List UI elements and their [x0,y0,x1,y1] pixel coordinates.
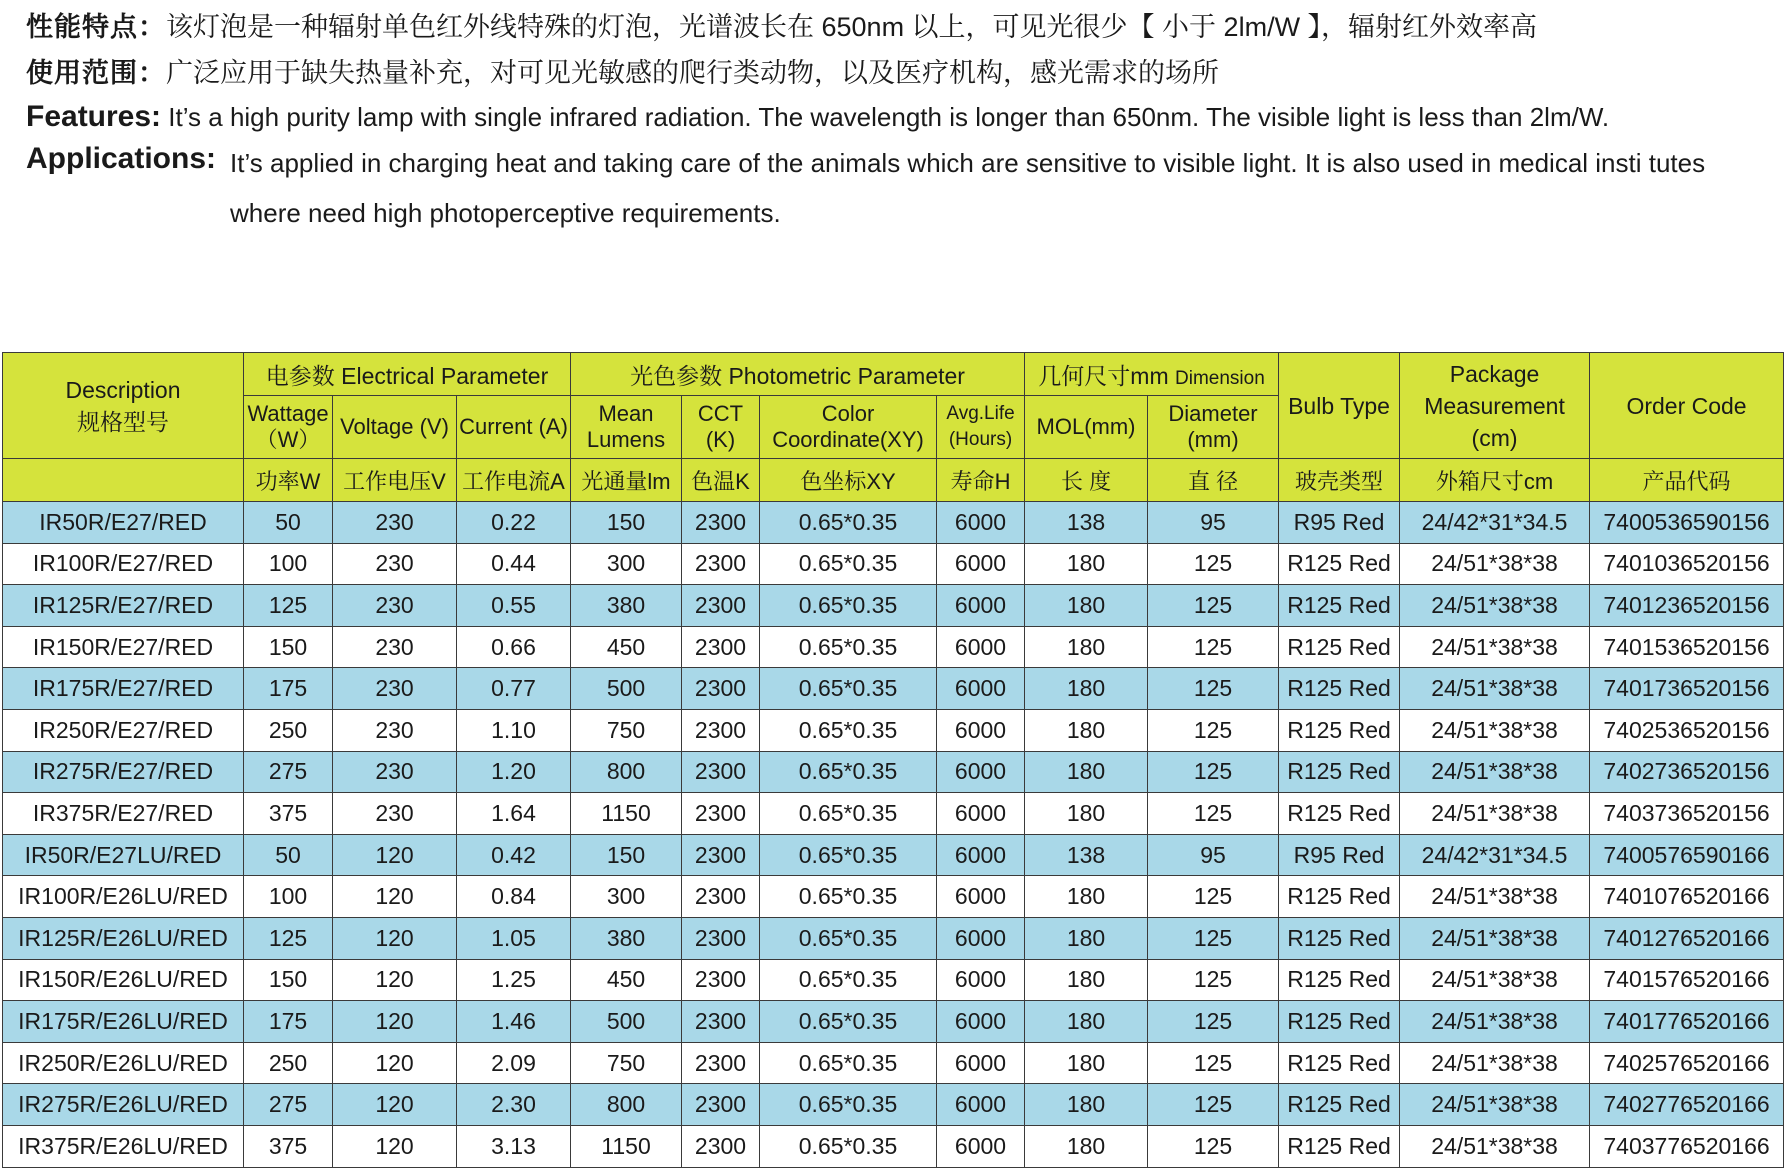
cell-description: IR150R/E26LU/RED [3,959,244,1001]
table-row [3,793,1784,835]
header-bulb-type: Bulb Type [1279,353,1400,459]
cell-mol: 180 [1025,668,1148,710]
cell-voltage: 120 [333,917,457,959]
cell-color-coordinate: 0.65*0.35 [760,1042,937,1084]
cell-bulb-type: R125 Red [1279,1125,1400,1167]
table-row [3,917,1784,959]
cell-wattage: 175 [244,1001,333,1043]
cell-package: 24/51*38*38 [1400,1084,1590,1126]
cell-current: 0.66 [457,626,571,668]
cell-order-code: 7401036520156 [1590,543,1784,585]
cell-current: 1.05 [457,917,571,959]
header-current-cn: 工作电流A [457,459,571,502]
cell-order-code: 7401776520166 [1590,1001,1784,1043]
cell-bulb-type: R125 Red [1279,917,1400,959]
cell-cct: 2300 [682,626,760,668]
header-order-code-cn: 产品代码 [1590,459,1784,502]
cell-description: IR275R/E27/RED [3,751,244,793]
cell-voltage: 120 [333,959,457,1001]
cell-mol: 138 [1025,834,1148,876]
cell-color-coordinate: 0.65*0.35 [760,502,937,544]
cell-wattage: 250 [244,1042,333,1084]
table-row [3,668,1784,710]
cell-avg-life: 6000 [937,709,1025,751]
cell-package: 24/42*31*34.5 [1400,502,1590,544]
cell-mean-lumens: 800 [571,751,682,793]
cell-color-coordinate: 0.65*0.35 [760,1001,937,1043]
cell-cct: 2300 [682,585,760,627]
intro-section [26,4,1766,238]
cell-order-code: 7401276520166 [1590,917,1784,959]
cell-mean-lumens: 380 [571,917,682,959]
cn-features-line [26,4,1766,50]
cell-bulb-type: R95 Red [1279,502,1400,544]
cn-usage-label: 使用范围： [26,58,166,88]
table-row [3,834,1784,876]
cell-mol: 180 [1025,543,1148,585]
cell-voltage: 120 [333,1001,457,1043]
cell-package: 24/42*31*34.5 [1400,834,1590,876]
cell-mean-lumens: 800 [571,1084,682,1126]
cell-diameter: 95 [1148,834,1279,876]
cell-diameter: 125 [1148,1084,1279,1126]
cell-package: 24/51*38*38 [1400,543,1590,585]
cell-package: 24/51*38*38 [1400,709,1590,751]
cell-diameter: 125 [1148,959,1279,1001]
cell-cct: 2300 [682,502,760,544]
cell-color-coordinate: 0.65*0.35 [760,1125,937,1167]
table-row [3,543,1784,585]
cell-bulb-type: R125 Red [1279,751,1400,793]
cell-voltage: 230 [333,793,457,835]
cell-avg-life: 6000 [937,793,1025,835]
header-electrical-group: 电参数 Electrical Parameter [244,353,571,396]
table-row [3,1125,1784,1167]
cell-package: 24/51*38*38 [1400,1001,1590,1043]
table-row [3,1001,1784,1043]
cell-order-code: 7403776520166 [1590,1125,1784,1167]
cell-order-code: 7401076520166 [1590,876,1784,918]
cell-current: 2.09 [457,1042,571,1084]
header-avg-life: Avg.Life (Hours) [937,396,1025,459]
cell-color-coordinate: 0.65*0.35 [760,917,937,959]
header-cct-cn: 色温K [682,459,760,502]
header-photometric-group: 光色参数 Photometric Parameter [571,353,1025,396]
header-mean-lumens: Mean Lumens [571,396,682,459]
table-row [3,585,1784,627]
cell-mol: 180 [1025,1084,1148,1126]
cell-color-coordinate: 0.65*0.35 [760,1084,937,1126]
cell-diameter: 125 [1148,1001,1279,1043]
spec-table [2,352,1784,1168]
cell-mean-lumens: 300 [571,876,682,918]
cell-package: 24/51*38*38 [1400,585,1590,627]
cell-voltage: 230 [333,668,457,710]
header-current: Current (A) [457,396,571,459]
cell-description: IR125R/E27/RED [3,585,244,627]
cell-package: 24/51*38*38 [1400,1042,1590,1084]
cell-wattage: 250 [244,709,333,751]
cell-voltage: 230 [333,626,457,668]
cell-color-coordinate: 0.65*0.35 [760,876,937,918]
header-description [3,353,244,459]
cell-mean-lumens: 450 [571,626,682,668]
cell-avg-life: 6000 [937,959,1025,1001]
header-voltage-cn: 工作电压V [333,459,457,502]
cell-package: 24/51*38*38 [1400,917,1590,959]
cell-order-code: 7400576590166 [1590,834,1784,876]
cell-cct: 2300 [682,1125,760,1167]
cell-mol: 180 [1025,751,1148,793]
cell-current: 1.10 [457,709,571,751]
cell-package: 24/51*38*38 [1400,876,1590,918]
cell-voltage: 230 [333,709,457,751]
cell-bulb-type: R125 Red [1279,626,1400,668]
cell-avg-life: 6000 [937,585,1025,627]
cell-wattage: 150 [244,626,333,668]
cell-bulb-type: R125 Red [1279,876,1400,918]
cell-diameter: 125 [1148,585,1279,627]
header-life-cn: 寿命H [937,459,1025,502]
cell-bulb-type: R125 Red [1279,959,1400,1001]
cell-diameter: 125 [1148,543,1279,585]
cell-bulb-type: R125 Red [1279,793,1400,835]
cell-order-code: 7400536590156 [1590,502,1784,544]
cell-avg-life: 6000 [937,1001,1025,1043]
cell-mol: 180 [1025,876,1148,918]
cell-diameter: 125 [1148,793,1279,835]
cell-current: 0.55 [457,585,571,627]
header-cct: CCT (K) [682,396,760,459]
cn-usage-line [26,50,1766,96]
header-dimension-cn: 几何尺寸mm [1038,362,1169,389]
cell-description: IR250R/E26LU/RED [3,1042,244,1084]
header-description-cn-spacer [3,459,244,502]
cell-color-coordinate: 0.65*0.35 [760,543,937,585]
cell-wattage: 375 [244,1125,333,1167]
cell-package: 24/51*38*38 [1400,626,1590,668]
cell-package: 24/51*38*38 [1400,1125,1590,1167]
cell-avg-life: 6000 [937,751,1025,793]
cell-diameter: 125 [1148,626,1279,668]
cell-mol: 138 [1025,502,1148,544]
cell-mean-lumens: 300 [571,543,682,585]
table-row [3,959,1784,1001]
cell-voltage: 120 [333,834,457,876]
cell-mol: 180 [1025,1001,1148,1043]
cell-package: 24/51*38*38 [1400,668,1590,710]
cell-current: 1.46 [457,1001,571,1043]
header-color-coordinate: Color Coordinate(XY) [760,396,937,459]
cell-bulb-type: R125 Red [1279,709,1400,751]
table-row [3,502,1784,544]
cell-diameter: 125 [1148,668,1279,710]
cell-mol: 180 [1025,1125,1148,1167]
cell-order-code: 7401576520166 [1590,959,1784,1001]
cell-order-code: 7401736520156 [1590,668,1784,710]
cell-current: 1.20 [457,751,571,793]
header-diameter-cn: 直 径 [1148,459,1279,502]
cell-cct: 2300 [682,1084,760,1126]
cell-description: IR375R/E26LU/RED [3,1125,244,1167]
cell-mean-lumens: 450 [571,959,682,1001]
cell-description: IR50R/E27LU/RED [3,834,244,876]
cell-current: 1.64 [457,793,571,835]
cell-mean-lumens: 500 [571,1001,682,1043]
cell-voltage: 120 [333,1084,457,1126]
cell-current: 3.13 [457,1125,571,1167]
en-applications-line [26,138,1766,238]
cell-description: IR125R/E26LU/RED [3,917,244,959]
spec-table-wrapper [2,352,1783,1168]
cell-cct: 2300 [682,668,760,710]
cell-avg-life: 6000 [937,502,1025,544]
cell-package: 24/51*38*38 [1400,959,1590,1001]
cell-bulb-type: R125 Red [1279,1001,1400,1043]
header-wattage: Wattage （W） [244,396,333,459]
cell-cct: 2300 [682,543,760,585]
cell-current: 0.44 [457,543,571,585]
cell-description: IR175R/E27/RED [3,668,244,710]
cell-current: 1.25 [457,959,571,1001]
cell-diameter: 125 [1148,1042,1279,1084]
en-features-line [26,96,1766,138]
cell-current: 0.84 [457,876,571,918]
header-dimension-group [1025,353,1279,396]
en-applications-text: It’s applied in charging heat and taking care of the animals which are sensitive to visible light. It is also used in medical insti tutes where need high photoperceptive requirements. [230,148,1706,228]
table-body [3,502,1784,1168]
cell-mean-lumens: 750 [571,709,682,751]
cell-avg-life: 6000 [937,834,1025,876]
cell-order-code: 7402776520166 [1590,1084,1784,1126]
table-row [3,1084,1784,1126]
cell-order-code: 7402576520166 [1590,1042,1784,1084]
cell-color-coordinate: 0.65*0.35 [760,709,937,751]
cell-avg-life: 6000 [937,543,1025,585]
cell-bulb-type: R125 Red [1279,1042,1400,1084]
table-row [3,1042,1784,1084]
header-voltage: Voltage (V) [333,396,457,459]
header-mol-cn: 长 度 [1025,459,1148,502]
cell-wattage: 100 [244,543,333,585]
cell-wattage: 125 [244,917,333,959]
cell-voltage: 230 [333,502,457,544]
cell-mean-lumens: 150 [571,502,682,544]
table-row [3,876,1784,918]
cell-color-coordinate: 0.65*0.35 [760,751,937,793]
en-features-text: It’s a high purity lamp with single infrared radiation. The wavelength is longer than 650nm. The visible light is less than 2lm/W. [168,102,1610,132]
cell-current: 0.22 [457,502,571,544]
cell-cct: 2300 [682,917,760,959]
cell-mean-lumens: 750 [571,1042,682,1084]
cell-cct: 2300 [682,959,760,1001]
cell-bulb-type: R125 Red [1279,585,1400,627]
cell-cct: 2300 [682,1001,760,1043]
table-row [3,626,1784,668]
header-dimension-en: Dimension [1175,367,1265,389]
cell-color-coordinate: 0.65*0.35 [760,793,937,835]
cell-package: 24/51*38*38 [1400,793,1590,835]
cell-mean-lumens: 150 [571,834,682,876]
cell-diameter: 95 [1148,502,1279,544]
cell-mean-lumens: 380 [571,585,682,627]
en-features-label: Features: [26,100,162,133]
cn-usage-text: 广泛应用于缺失热量补充，对可见光敏感的爬行类动物，以及医疗机构，感光需求的场所 [166,58,1219,88]
cell-avg-life: 6000 [937,1084,1025,1126]
cell-diameter: 125 [1148,1125,1279,1167]
cell-diameter: 125 [1148,876,1279,918]
cell-wattage: 150 [244,959,333,1001]
cell-description: IR375R/E27/RED [3,793,244,835]
cell-mol: 180 [1025,709,1148,751]
header-color-coordinate-cn: 色坐标XY [760,459,937,502]
cell-voltage: 120 [333,1125,457,1167]
cell-description: IR100R/E26LU/RED [3,876,244,918]
cell-mean-lumens: 1150 [571,1125,682,1167]
cell-voltage: 120 [333,876,457,918]
cell-mol: 180 [1025,917,1148,959]
cell-description: IR150R/E27/RED [3,626,244,668]
cell-wattage: 50 [244,502,333,544]
header-bulb-type-cn: 玻壳类型 [1279,459,1400,502]
cell-wattage: 375 [244,793,333,835]
cell-order-code: 7402536520156 [1590,709,1784,751]
table-row [3,751,1784,793]
cell-description: IR100R/E27/RED [3,543,244,585]
cn-features-label: 性能特点： [26,12,166,42]
table-header [3,353,1784,502]
header-description-cn: 规格型号 [77,408,169,435]
cell-mean-lumens: 1150 [571,793,682,835]
cell-mol: 180 [1025,585,1148,627]
table-row [3,709,1784,751]
cell-description: IR250R/E27/RED [3,709,244,751]
cell-wattage: 50 [244,834,333,876]
cell-bulb-type: R125 Red [1279,668,1400,710]
cell-wattage: 175 [244,668,333,710]
cell-avg-life: 6000 [937,668,1025,710]
cell-mol: 180 [1025,626,1148,668]
cell-avg-life: 6000 [937,876,1025,918]
cell-color-coordinate: 0.65*0.35 [760,668,937,710]
cell-mol: 180 [1025,1042,1148,1084]
cell-bulb-type: R125 Red [1279,1084,1400,1126]
cell-cct: 2300 [682,793,760,835]
cell-cct: 2300 [682,709,760,751]
cell-mol: 180 [1025,959,1148,1001]
cell-diameter: 125 [1148,751,1279,793]
header-package: Package Measurement (cm) [1400,353,1590,459]
cell-voltage: 120 [333,1042,457,1084]
cn-features-text: 该灯泡是一种辐射单色红外线特殊的灯泡，光谱波长在 650nm 以上，可见光很少【 小于 2lm/W 】，辐射红外效率高 [166,12,1538,42]
header-lumens-cn: 光通量lm [571,459,682,502]
cell-diameter: 125 [1148,709,1279,751]
cell-order-code: 7403736520156 [1590,793,1784,835]
cell-avg-life: 6000 [937,1125,1025,1167]
en-applications-label: Applications: [26,142,217,175]
cell-wattage: 100 [244,876,333,918]
cell-description: IR175R/E26LU/RED [3,1001,244,1043]
cell-avg-life: 6000 [937,917,1025,959]
header-package-cn: 外箱尺寸cm [1400,459,1590,502]
cell-description: IR275R/E26LU/RED [3,1084,244,1126]
header-order-code: Order Code [1590,353,1784,459]
cell-description: IR50R/E27/RED [3,502,244,544]
cell-wattage: 275 [244,751,333,793]
cell-cct: 2300 [682,1042,760,1084]
cell-voltage: 230 [333,543,457,585]
cell-mean-lumens: 500 [571,668,682,710]
cell-package: 24/51*38*38 [1400,751,1590,793]
cell-current: 0.42 [457,834,571,876]
cell-wattage: 275 [244,1084,333,1126]
cell-voltage: 230 [333,585,457,627]
cell-wattage: 125 [244,585,333,627]
cell-avg-life: 6000 [937,1042,1025,1084]
cell-color-coordinate: 0.65*0.35 [760,585,937,627]
cell-avg-life: 6000 [937,626,1025,668]
cell-mol: 180 [1025,793,1148,835]
cell-color-coordinate: 0.65*0.35 [760,626,937,668]
cell-bulb-type: R95 Red [1279,834,1400,876]
cell-current: 2.30 [457,1084,571,1126]
cell-cct: 2300 [682,834,760,876]
header-diameter: Diameter (mm) [1148,396,1279,459]
cell-color-coordinate: 0.65*0.35 [760,959,937,1001]
cell-bulb-type: R125 Red [1279,543,1400,585]
cell-current: 0.77 [457,668,571,710]
cell-color-coordinate: 0.65*0.35 [760,834,937,876]
cell-order-code: 7402736520156 [1590,751,1784,793]
cell-cct: 2300 [682,751,760,793]
cell-diameter: 125 [1148,917,1279,959]
cell-voltage: 230 [333,751,457,793]
cell-order-code: 7401236520156 [1590,585,1784,627]
cell-cct: 2300 [682,876,760,918]
header-description-en: Description [65,376,181,403]
cell-order-code: 7401536520156 [1590,626,1784,668]
header-mol: MOL(mm) [1025,396,1148,459]
header-wattage-cn: 功率W [244,459,333,502]
